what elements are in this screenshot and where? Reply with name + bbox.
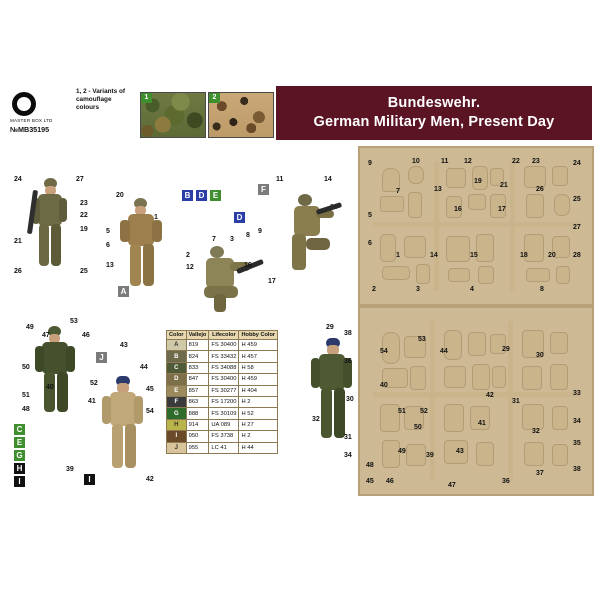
figure-callout: 24	[14, 176, 22, 183]
part-number: 5	[368, 212, 372, 219]
part-number: 23	[532, 158, 540, 165]
part-number: 46	[386, 478, 394, 485]
part-number: 11	[441, 158, 449, 165]
figure-callout: 48	[22, 406, 30, 413]
figure-leg-right	[214, 294, 226, 312]
sprue-part	[552, 406, 568, 430]
figure-leg-left	[112, 424, 123, 468]
circle-logo-icon	[12, 92, 36, 116]
figure-callout: 42	[146, 476, 154, 483]
lifecolor-a: FS 30400	[209, 340, 239, 351]
figure-callout: 43	[120, 342, 128, 349]
figure-callout: 38	[344, 330, 352, 337]
vallejo-i: 950	[186, 431, 209, 442]
lifecolor-e: FS 30277	[209, 385, 239, 396]
figure-callout: 45	[146, 386, 154, 393]
sprue-part	[552, 444, 568, 466]
figure-callout: 40	[46, 384, 54, 391]
title-line-1: Bundeswehr.	[387, 95, 481, 111]
figure-arm-left	[35, 346, 44, 372]
paint-key-e: E	[14, 437, 25, 448]
swatch-g: G	[167, 408, 187, 419]
sprue-part	[524, 166, 546, 188]
swatch-f: F	[167, 396, 187, 407]
paint-key-c: C	[14, 424, 25, 435]
figure-standing-officer	[116, 196, 176, 296]
figure-leg-right	[334, 388, 345, 438]
sprue-part	[550, 364, 568, 390]
part-number: 53	[418, 336, 426, 343]
part-number: 10	[412, 158, 420, 165]
camouflage-swatch-2	[208, 92, 274, 138]
figure-callout: 22	[80, 212, 88, 219]
figure-torso	[110, 392, 136, 426]
lifecolor-i: FS 3738	[209, 431, 239, 442]
figure-standing-soldier-right	[306, 336, 364, 456]
figure-callout: 20	[116, 192, 124, 199]
lifecolor-g: FS 30109	[209, 408, 239, 419]
figure-callout: 26	[14, 268, 22, 275]
figure-standing-rifleman	[24, 176, 84, 286]
figure-lower-center-soldier	[98, 374, 154, 480]
figure-arm-right	[134, 396, 143, 424]
hobby-b: H 457	[239, 351, 278, 362]
figure-callout: 13	[106, 262, 114, 269]
figure-helmet	[210, 246, 224, 258]
figure-leg-left	[130, 244, 141, 286]
sprue-part	[446, 168, 466, 188]
part-number: 4	[470, 286, 474, 293]
part-number: 50	[414, 424, 422, 431]
figure-leg-left	[292, 234, 306, 270]
table-row	[167, 362, 278, 373]
figure-callout: 6	[106, 242, 110, 249]
figure-callout: 11	[276, 176, 284, 183]
figure-callout: 44	[140, 364, 148, 371]
table-header-row	[167, 331, 278, 340]
part-number: 19	[474, 178, 482, 185]
part-number: 48	[366, 462, 374, 469]
figure-callout: 36	[344, 358, 352, 365]
vallejo-h: 914	[186, 419, 209, 430]
figure-label-b: B	[182, 190, 193, 201]
swatch-b: B	[167, 351, 187, 362]
figure-callout: 5	[106, 228, 110, 235]
figure-label-i: I	[84, 474, 95, 485]
title-line-2: German Military Men, Present Day	[313, 114, 555, 130]
part-number: 31	[512, 398, 520, 405]
figure-callout: 2	[186, 252, 190, 259]
table-row	[167, 419, 278, 430]
figure-lower-left-soldier	[32, 324, 88, 424]
part-number: 32	[532, 428, 540, 435]
hobby-h: H 27	[239, 419, 278, 430]
paint-key-i: I	[14, 476, 25, 487]
figure-helmet	[298, 194, 312, 206]
sprue-part	[406, 444, 426, 466]
vallejo-a: 819	[186, 340, 209, 351]
part-number: 41	[478, 420, 486, 427]
figure-callout: 29	[326, 324, 334, 331]
figure-callout: 50	[22, 364, 30, 371]
table-row	[167, 351, 278, 362]
sprue-part	[410, 366, 426, 390]
figure-callout: 8	[246, 232, 250, 239]
figure-callout: 32	[312, 416, 320, 423]
swatch-a: A	[167, 340, 187, 351]
figure-leg-right	[143, 244, 154, 286]
sprue-part	[554, 194, 570, 216]
sprue-part	[444, 330, 462, 360]
figure-callout: 1	[154, 214, 158, 221]
lifecolor-f: FS 17200	[209, 396, 239, 407]
figure-label-d2: D	[234, 212, 245, 223]
col-hobby: Hobby Color	[239, 331, 278, 340]
sprue-frame-a	[358, 146, 594, 306]
figure-callout: 16	[244, 262, 252, 269]
vallejo-c: 833	[186, 362, 209, 373]
sprue-part	[380, 404, 400, 432]
sprue-part	[524, 442, 544, 466]
figure-leg-right	[51, 224, 61, 266]
figure-callout: 27	[76, 176, 84, 183]
figure-callout: 30	[346, 396, 354, 403]
part-number: 21	[500, 182, 508, 189]
vallejo-e: 857	[186, 385, 209, 396]
table-row	[167, 374, 278, 385]
sprue-part	[408, 166, 424, 184]
table-row	[167, 408, 278, 419]
part-number: 47	[448, 482, 456, 489]
paint-reference-table	[166, 330, 278, 454]
sprue-part	[472, 364, 490, 390]
sprue-part	[478, 266, 494, 284]
col-color: Color	[167, 331, 187, 340]
paint-key-vertical-stack	[14, 424, 26, 489]
hobby-i: H 2	[239, 431, 278, 442]
hobby-f: H 2	[239, 396, 278, 407]
company-name: MASTER BOX LTD	[10, 118, 53, 123]
figure-arm-right	[152, 220, 162, 242]
hobby-e: H 404	[239, 385, 278, 396]
part-number: 54	[380, 348, 388, 355]
figure-callout: 34	[344, 452, 352, 459]
hobby-d: H 459	[239, 374, 278, 385]
sprue-part	[468, 332, 486, 356]
figure-label-f: F	[258, 184, 269, 195]
figure-callout: 49	[26, 324, 34, 331]
sprue-part	[446, 236, 470, 262]
part-number: 30	[536, 352, 544, 359]
part-number: 8	[540, 286, 544, 293]
sprue-part	[408, 192, 422, 218]
kit-number: №MB35195	[10, 125, 50, 134]
part-number: 9	[368, 160, 372, 167]
part-number: 2	[372, 286, 376, 293]
part-number: 17	[498, 206, 506, 213]
figure-callout: 47	[42, 332, 50, 339]
part-number: 49	[398, 448, 406, 455]
figure-leg-left	[321, 388, 332, 438]
part-number: 20	[548, 252, 556, 259]
col-lifecolor: Lifecolor	[209, 331, 239, 340]
figure-crouching-soldier	[282, 190, 340, 282]
hobby-j: H 44	[239, 442, 278, 453]
figure-arm-right	[66, 346, 75, 372]
figure-callout: 12	[186, 264, 194, 271]
swatch-h: H	[167, 419, 187, 430]
sprue-part	[444, 366, 466, 388]
swatch-e: E	[167, 385, 187, 396]
sprue-part	[448, 268, 470, 282]
table-row	[167, 442, 278, 453]
sprue-part	[380, 196, 404, 212]
part-number: 36	[502, 478, 510, 485]
figure-torso	[42, 342, 68, 374]
figure-torso	[206, 258, 234, 288]
lifecolor-h: UA 089	[209, 419, 239, 430]
part-number: 44	[440, 348, 448, 355]
sprue-frame-b	[358, 306, 594, 496]
table-row	[167, 340, 278, 351]
figure-callout: 19	[80, 226, 88, 233]
figure-callout: 46	[82, 332, 90, 339]
part-number: 33	[573, 390, 581, 397]
figure-callout: 52	[90, 380, 98, 387]
figure-label-a: A	[118, 286, 129, 297]
table-row	[167, 431, 278, 442]
part-number: 7	[396, 188, 400, 195]
part-number: 1	[396, 252, 400, 259]
figure-arm-right	[59, 198, 67, 222]
part-number: 39	[426, 452, 434, 459]
part-number: 34	[573, 418, 581, 425]
vallejo-d: 847	[186, 374, 209, 385]
part-number: 29	[502, 346, 510, 353]
sprue-b-runner	[373, 392, 579, 397]
sprue-part	[526, 268, 550, 282]
swatch-i: I	[167, 431, 187, 442]
figure-callout: 31	[344, 434, 352, 441]
col-vallejo: Vallejo	[186, 331, 209, 340]
table-row	[167, 385, 278, 396]
part-number: 24	[573, 160, 581, 167]
sprue-part	[476, 234, 494, 262]
figure-callout: 39	[66, 466, 74, 473]
sprue-part	[380, 234, 396, 262]
camouflage-swatch-1-tag: 1	[141, 93, 152, 103]
figure-leg-right	[306, 238, 330, 250]
sprue-part	[382, 266, 410, 280]
figure-callout: 7	[212, 236, 216, 243]
hobby-a: H 459	[239, 340, 278, 351]
figure-label-j: J	[96, 352, 107, 363]
part-number: 43	[456, 448, 464, 455]
part-number: 14	[430, 252, 438, 259]
figure-leg-left	[39, 224, 49, 266]
vallejo-g: 888	[186, 408, 209, 419]
sprue-part	[444, 404, 464, 432]
part-number: 28	[573, 252, 581, 259]
part-number: 16	[454, 206, 462, 213]
part-number: 6	[368, 240, 372, 247]
part-number: 22	[512, 158, 520, 165]
part-number: 42	[486, 392, 494, 399]
vallejo-j: 955	[186, 442, 209, 453]
figure-callout: 51	[22, 392, 30, 399]
sprue-part	[522, 366, 542, 390]
lifecolor-d: FS 30400	[209, 374, 239, 385]
paint-key-g: G	[14, 450, 25, 461]
figure-arm-left	[102, 396, 111, 424]
figure-leg-right	[57, 372, 68, 412]
figure-callout: 17	[268, 278, 276, 285]
part-number: 45	[366, 478, 374, 485]
part-number: 25	[573, 196, 581, 203]
part-number: 38	[573, 466, 581, 473]
part-number: 27	[573, 224, 581, 231]
figure-kneeling-soldier	[196, 244, 258, 314]
part-number: 13	[434, 186, 442, 193]
hobby-g: H 52	[239, 408, 278, 419]
figure-callout: 25	[80, 268, 88, 275]
paint-key-h: H	[14, 463, 25, 474]
sprue-part	[552, 166, 568, 186]
swatch-j: J	[167, 442, 187, 453]
sprue-part	[416, 264, 430, 284]
sprue-part	[550, 332, 568, 354]
camouflage-swatch-1	[140, 92, 206, 138]
title-block	[276, 86, 592, 140]
camouflage-note: 1, 2 - Variants of camouflage colours	[76, 88, 126, 111]
part-number: 40	[380, 382, 388, 389]
part-number: 51	[398, 408, 406, 415]
camouflage-swatch-2-tag: 2	[209, 93, 220, 103]
figure-callout: 41	[88, 398, 96, 405]
table-row	[167, 396, 278, 407]
figure-leg-left	[44, 372, 55, 412]
hobby-c: H 58	[239, 362, 278, 373]
part-number: 12	[464, 158, 472, 165]
figure-callout: 54	[146, 408, 154, 415]
vallejo-f: 863	[186, 396, 209, 407]
figure-callout: 14	[324, 176, 332, 183]
lifecolor-c: FS 34088	[209, 362, 239, 373]
figure-callout: 53	[70, 318, 78, 325]
figure-torso	[319, 354, 345, 390]
part-number: 35	[573, 440, 581, 447]
figure-callout: 3	[230, 236, 234, 243]
part-number: 15	[470, 252, 478, 259]
figure-leg-right	[125, 424, 136, 468]
vallejo-b: 824	[186, 351, 209, 362]
figure-callout: 21	[14, 238, 22, 245]
swatch-d: D	[167, 374, 187, 385]
lifecolor-j: LC 41	[209, 442, 239, 453]
figure-callout: 23	[80, 200, 88, 207]
sprue-part	[526, 194, 544, 218]
part-number: 26	[536, 186, 544, 193]
figure-label-d: D	[196, 190, 207, 201]
sprue-a-runner	[373, 222, 579, 227]
part-number: 37	[536, 470, 544, 477]
figure-torso	[128, 214, 154, 246]
part-number: 18	[520, 252, 528, 259]
swatch-c: C	[167, 362, 187, 373]
figure-arm-left	[120, 220, 130, 242]
sprue-part	[556, 266, 570, 284]
sprue-part	[404, 236, 426, 258]
figure-label-e: E	[210, 190, 221, 201]
lifecolor-b: FS 33432	[209, 351, 239, 362]
sprue-part	[522, 404, 544, 430]
figure-callout: 9	[258, 228, 262, 235]
sprue-part	[492, 366, 506, 388]
sprue-part	[468, 194, 486, 210]
brand-logo	[10, 90, 72, 134]
part-number: 52	[420, 408, 428, 415]
part-number: 3	[416, 286, 420, 293]
figure-arm-left	[311, 358, 320, 388]
sprue-part	[476, 442, 494, 466]
